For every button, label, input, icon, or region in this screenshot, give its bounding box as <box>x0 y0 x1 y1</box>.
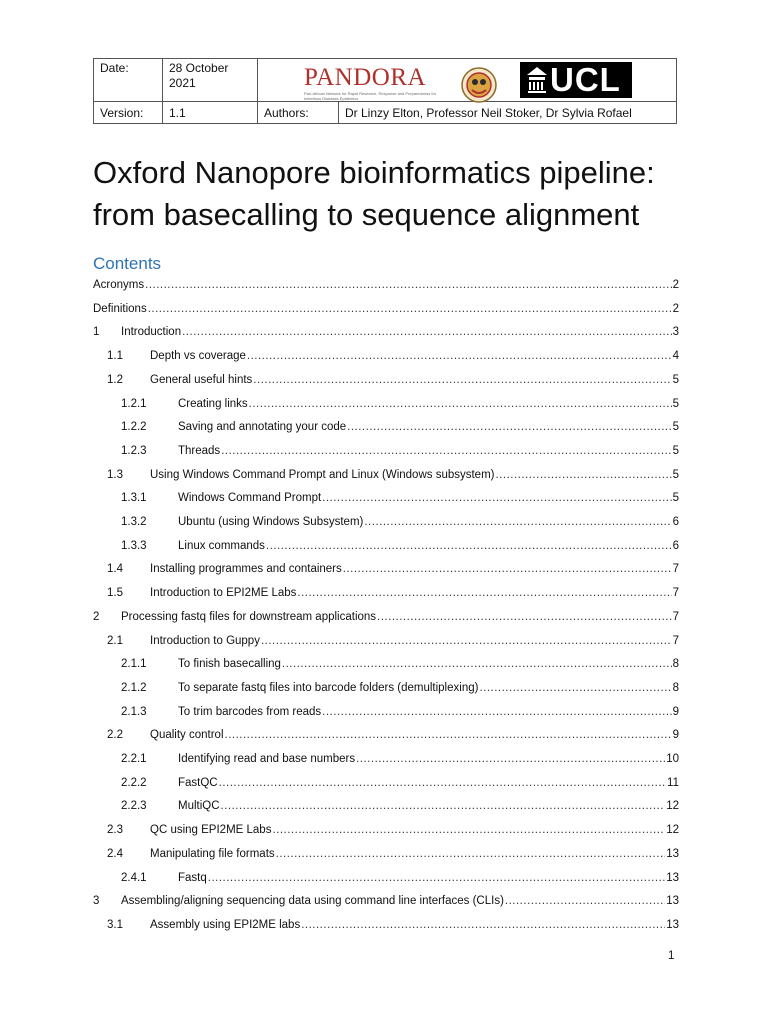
toc-leader-dots <box>301 917 665 933</box>
toc-entry-number: 1 <box>93 326 100 339</box>
pandora-logo-subtitle: Pan-African Network for Rapid Research, Response and Preparedness for Infectious Diseases Epidemics <box>304 91 437 101</box>
toc-entry[interactable] <box>93 301 679 317</box>
toc-entry-label: Installing programmes and containers <box>150 563 342 576</box>
toc-leader-dots <box>282 656 672 672</box>
toc-entry[interactable] <box>93 490 679 506</box>
toc-entry-number: 1.2.1 <box>121 397 147 410</box>
toc-entry-number: 1.3 <box>107 468 123 481</box>
toc-entry-page: 7 <box>672 587 679 600</box>
toc-entry-label: To finish basecalling <box>178 658 281 671</box>
toc-entry[interactable] <box>93 751 679 767</box>
toc-entry-label: Ubuntu (using Windows Subsystem) <box>178 516 364 528</box>
toc-entry-number: 3.1 <box>107 918 123 931</box>
authors-label: Authors: <box>258 102 339 124</box>
toc-entry-number: 1.3.2 <box>121 516 147 528</box>
toc-leader-dots <box>221 443 671 459</box>
toc-entry-label: Using Windows Command Prompt and Linux (Windows subsystem) <box>150 468 495 481</box>
toc-entry-label: General useful hints <box>150 373 253 386</box>
toc-entry-page: 8 <box>672 681 679 694</box>
toc-leader-dots <box>356 751 665 767</box>
toc-entry[interactable] <box>93 656 679 672</box>
toc-leader-dots <box>322 704 671 720</box>
toc-entry-page: 12 <box>666 800 679 813</box>
toc-leader-dots <box>297 585 671 601</box>
date-value-line2: 2021 <box>169 76 196 90</box>
toc-entry-label: QC using EPI2ME Labs <box>150 824 272 837</box>
toc-entry-page: 5 <box>672 444 679 457</box>
toc-entry[interactable] <box>93 870 679 886</box>
date-value-line1: 28 October <box>169 61 229 75</box>
logo-cell <box>258 59 677 102</box>
toc-entry-number: 2.2 <box>107 729 123 742</box>
toc-entry-label: Assembly using EPI2ME labs <box>150 918 301 931</box>
toc-entry[interactable] <box>93 822 679 838</box>
toc-leader-dots <box>261 633 672 649</box>
toc-leader-dots <box>148 301 672 317</box>
toc-entry[interactable] <box>93 348 679 364</box>
ucl-logo <box>520 62 632 98</box>
toc-leader-dots <box>276 846 666 862</box>
toc-entry[interactable] <box>93 609 679 625</box>
toc-entry-page: 5 <box>672 421 679 434</box>
ucl-logo-word: UCL <box>550 61 621 98</box>
document-title <box>93 152 655 236</box>
title-line-1: Oxford Nanopore bioinformatics pipeline: <box>93 155 655 190</box>
toc-leader-dots <box>221 798 666 814</box>
authors-value: Dr Linzy Elton, Professor Neil Stoker, Dr Sylvia Rofael <box>339 102 677 124</box>
toc-entry-page: 8 <box>672 658 679 671</box>
toc-entry-label: Acronyms <box>93 279 145 291</box>
toc-leader-dots <box>347 419 671 435</box>
toc-entry-number: 1.5 <box>107 587 123 600</box>
toc-entry-page: 7 <box>672 634 679 647</box>
toc-leader-dots <box>225 727 672 743</box>
toc-entry-page: 11 <box>667 776 679 789</box>
contents-heading: Contents <box>93 254 162 273</box>
toc-entry[interactable] <box>93 396 679 412</box>
toc-entry-number: 1.1 <box>107 350 123 363</box>
toc-entry-label: To separate fastq files into barcode folders (demultiplexing) <box>178 681 479 694</box>
toc-leader-dots <box>247 348 672 364</box>
toc-entry-page: 7 <box>672 563 679 576</box>
toc-entry[interactable] <box>93 277 679 293</box>
toc-entry-label: Threads <box>178 444 221 457</box>
toc-entry[interactable] <box>93 561 679 577</box>
toc-entry-page: 13 <box>666 847 679 860</box>
toc-entry[interactable] <box>93 775 679 791</box>
toc-entry-number: 1.4 <box>107 563 123 576</box>
toc-entry-number: 2.3 <box>107 824 123 837</box>
toc-entry[interactable] <box>93 917 679 933</box>
toc-leader-dots <box>505 893 665 909</box>
toc-entry-page: 7 <box>672 610 679 623</box>
pandora-logo <box>304 65 454 101</box>
toc-entry-label: Introduction <box>121 326 182 339</box>
toc-entry-label: MultiQC <box>178 800 220 813</box>
date-value <box>163 59 258 102</box>
toc-entry-page: 13 <box>666 895 679 908</box>
toc-entry[interactable] <box>93 704 679 720</box>
version-label: Version: <box>94 102 163 124</box>
toc-entry-page: 3 <box>672 326 679 339</box>
toc-leader-dots <box>219 775 666 791</box>
toc-entry[interactable] <box>93 727 679 743</box>
toc-entry-number: 2.1.1 <box>121 658 147 671</box>
toc-entry-label: Windows Command Prompt <box>178 492 322 505</box>
date-label: Date: <box>94 59 163 102</box>
toc-leader-dots <box>495 467 671 483</box>
toc-entry-label: Assembling/aligning sequencing data using command line interfaces (CLIs) <box>121 895 504 908</box>
toc-entry-page: 6 <box>672 516 679 528</box>
toc-entry[interactable] <box>93 846 679 862</box>
toc-entry-label: Definitions <box>93 302 147 315</box>
toc-entry-page: 6 <box>672 539 679 552</box>
toc-entry-page: 4 <box>672 350 679 363</box>
toc-entry-number: 1.2.3 <box>121 444 147 457</box>
toc-entry-page: 12 <box>666 824 679 837</box>
toc-entry[interactable] <box>93 893 679 909</box>
toc-entry-label: To trim barcodes from reads <box>178 705 322 718</box>
toc-leader-dots <box>208 870 665 886</box>
toc-entry[interactable] <box>93 585 679 601</box>
toc-entry-page: 5 <box>672 397 679 410</box>
toc-entry-number: 1.2.2 <box>121 421 147 434</box>
toc-entry-number: 2 <box>93 610 100 623</box>
toc-entry-label: FastQC <box>178 776 218 789</box>
toc-leader-dots <box>266 538 672 554</box>
toc-entry[interactable] <box>93 798 679 814</box>
toc-leader-dots <box>272 822 665 838</box>
document-header-table <box>93 58 677 124</box>
toc-entry-label: Processing fastq files for downstream applications <box>121 610 377 623</box>
toc-leader-dots <box>479 680 671 696</box>
toc-entry-label: Quality control <box>150 729 224 742</box>
toc-entry-label: Identifying read and base numbers <box>178 753 356 765</box>
title-line-2: from basecalling to sequence alignment <box>93 197 640 232</box>
toc-entry[interactable] <box>93 372 679 388</box>
toc-entry-label: Creating links <box>178 397 248 410</box>
toc-leader-dots <box>253 372 671 388</box>
toc-entry-label: Linux commands <box>178 539 265 552</box>
toc-entry-number: 2.1 <box>107 634 123 647</box>
pandora-logo-word: PANDORA <box>304 64 427 91</box>
toc-entry-number: 2.4 <box>107 847 123 860</box>
toc-entry-page: 2 <box>672 302 679 315</box>
toc-entry-page: 2 <box>672 279 679 291</box>
page-number: 1 <box>668 950 675 962</box>
version-value: 1.1 <box>163 102 258 124</box>
toc-leader-dots <box>364 514 671 530</box>
institution-seal-icon <box>460 66 498 104</box>
toc-entry-number: 2.1.2 <box>121 681 147 694</box>
toc-leader-dots <box>182 324 671 340</box>
ucl-portico-icon <box>526 66 548 94</box>
toc-leader-dots <box>322 490 671 506</box>
toc-entry[interactable] <box>93 443 679 459</box>
toc-entry-label: Manipulating file formats <box>150 847 275 860</box>
toc-leader-dots <box>249 396 672 412</box>
toc-entry-page: 5 <box>672 468 679 481</box>
toc-entry[interactable] <box>93 419 679 435</box>
toc-entry-number: 2.2.3 <box>121 800 147 813</box>
toc-entry-page: 10 <box>666 753 679 765</box>
toc-entry-label: Fastq <box>178 871 207 884</box>
toc-entry-number: 2.1.3 <box>121 705 147 718</box>
toc-entry-number: 1.2 <box>107 373 123 386</box>
toc-leader-dots <box>343 561 672 577</box>
toc-leader-dots <box>145 277 671 293</box>
toc-entry-number: 2.2.2 <box>121 776 147 789</box>
toc-entry[interactable] <box>93 680 679 696</box>
toc-entry-label: Introduction to Guppy <box>150 634 260 647</box>
toc-leader-dots <box>377 609 672 625</box>
toc-entry-page: 5 <box>672 492 679 505</box>
toc-entry-number: 1.3.3 <box>121 539 147 552</box>
toc-entry[interactable] <box>93 514 679 530</box>
toc-entry[interactable] <box>93 467 679 483</box>
toc-entry-number: 1.3.1 <box>121 492 147 505</box>
toc-entry-number: 3 <box>93 895 100 908</box>
toc-entry-page: 5 <box>672 373 679 386</box>
toc-entry-page: 9 <box>672 729 679 742</box>
toc-entry[interactable] <box>93 538 679 554</box>
toc-entry-page: 13 <box>666 871 679 884</box>
toc-entry-label: Saving and annotating your code <box>178 421 347 434</box>
toc-entry-label: Depth vs coverage <box>150 350 246 363</box>
toc-entry-number: 2.2.1 <box>121 753 147 765</box>
toc-entry-page: 9 <box>672 705 679 718</box>
toc-entry-label: Introduction to EPI2ME Labs <box>150 587 297 600</box>
toc-entry[interactable] <box>93 324 679 340</box>
toc-entry[interactable] <box>93 633 679 649</box>
toc-entry-number: 2.4.1 <box>121 871 147 884</box>
toc-entry-page: 13 <box>666 918 679 931</box>
